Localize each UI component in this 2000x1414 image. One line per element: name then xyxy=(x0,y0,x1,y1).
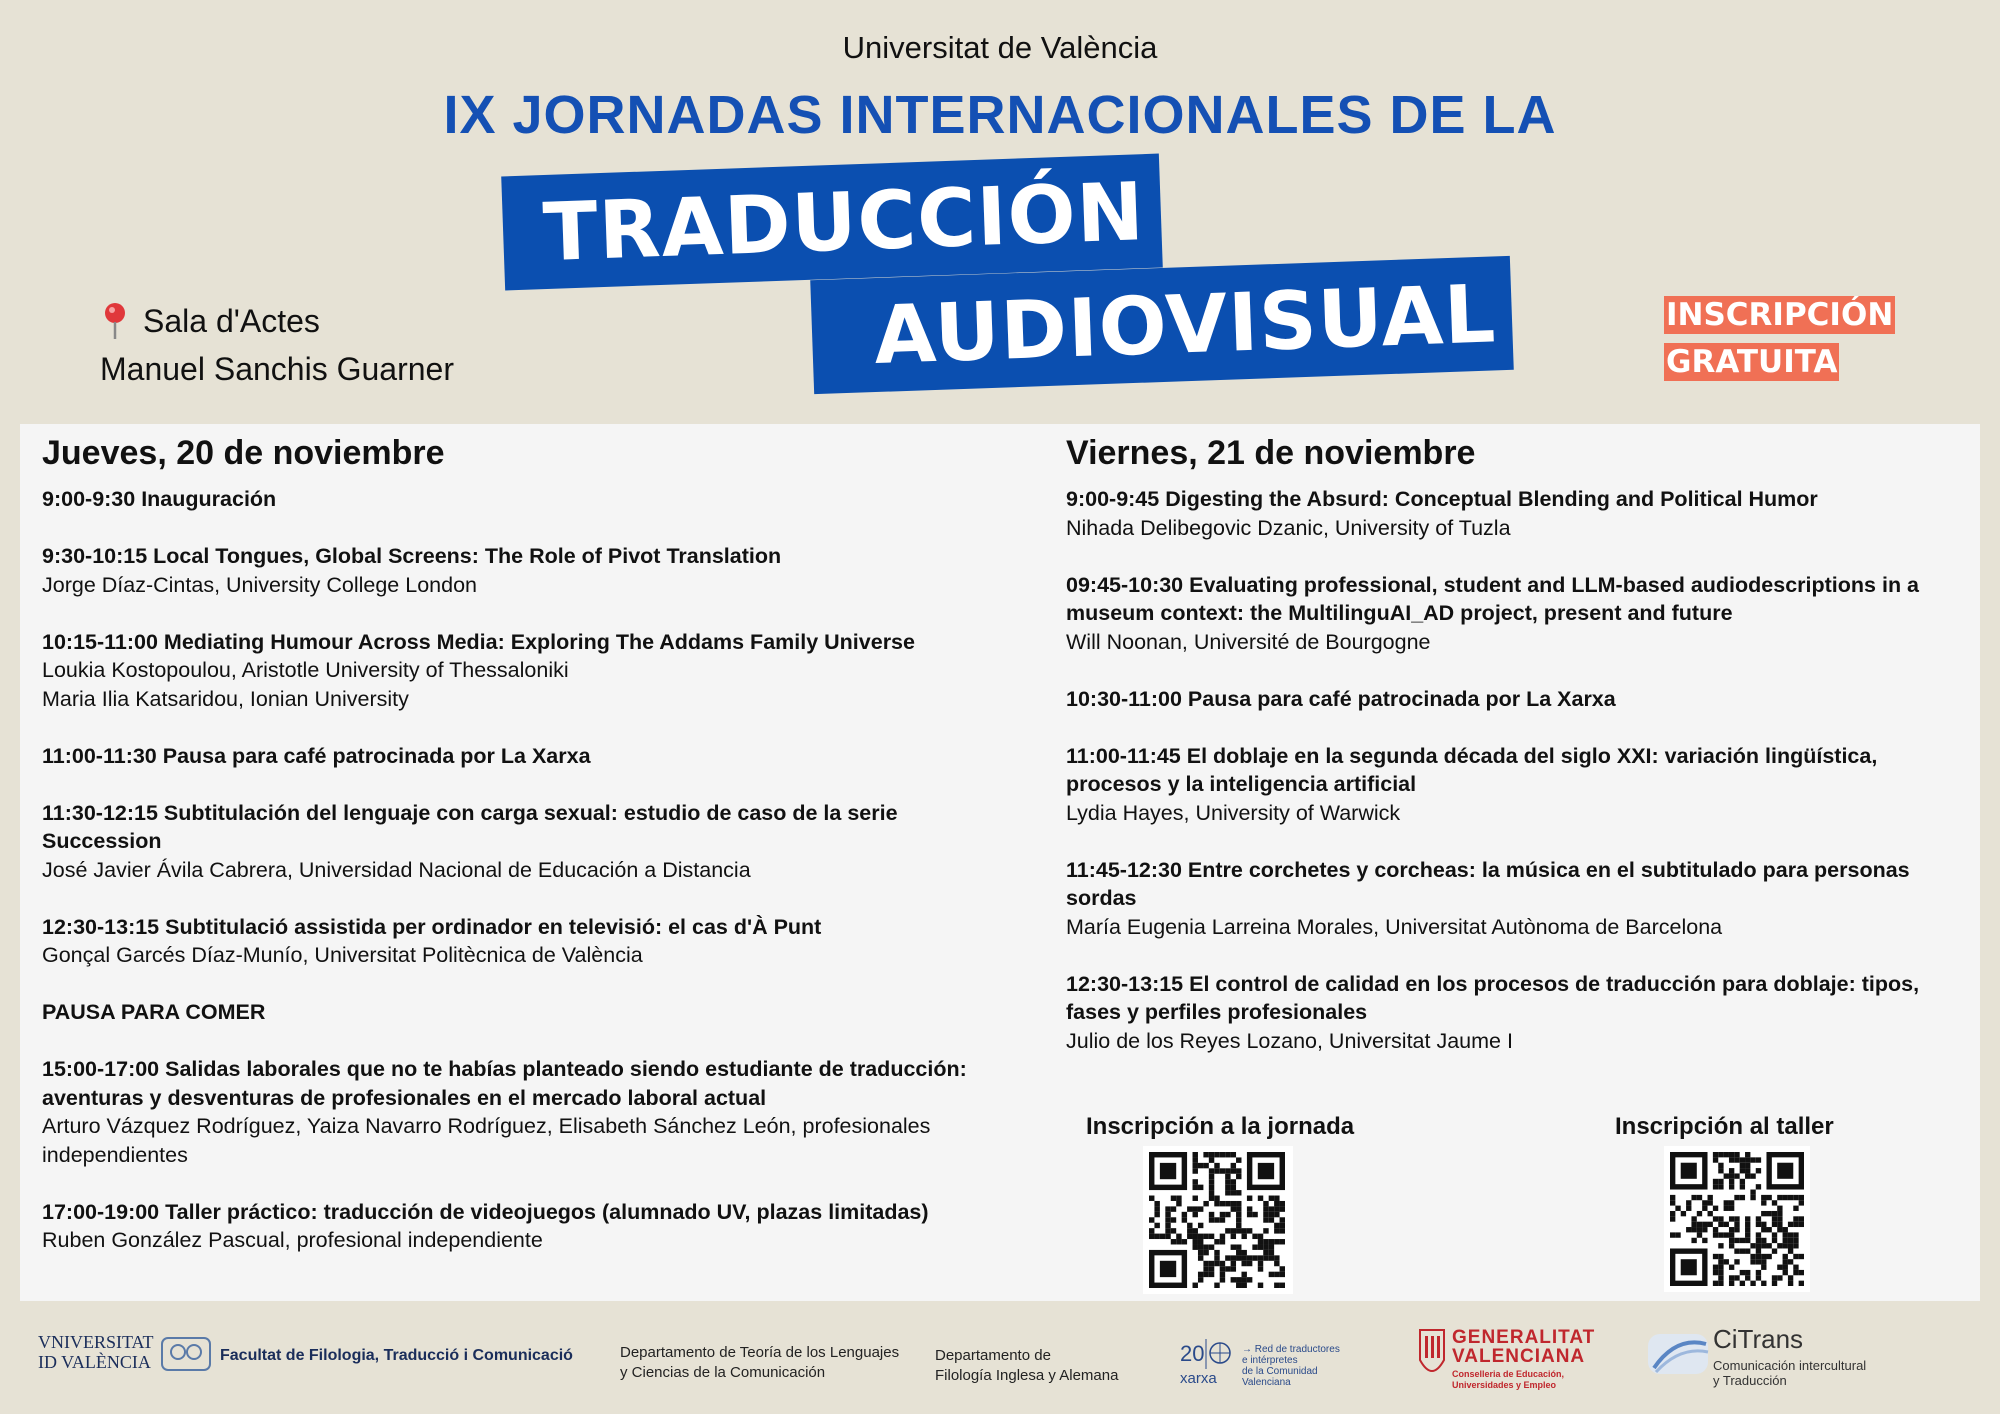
free-badge-line1: INSCRIPCIÓN xyxy=(1666,297,1894,333)
session-speaker: Maria Ilia Katsaridou, Ionian University xyxy=(42,686,409,711)
xarxa-line1: → Red de traductores xyxy=(1242,1344,1340,1355)
session-speaker: Julio de los Reyes Lozano, Universitat Jaume I xyxy=(1066,1028,1513,1053)
gva-sub2: Universidades y Empleo xyxy=(1452,1380,1557,1390)
venue-room: Sala d'Actes xyxy=(143,303,320,339)
session-speaker: Arturo Vázquez Rodríguez, Yaiza Navarro Rodríguez, Elisabeth Sánchez León, profesionales independientes xyxy=(42,1114,931,1167)
session-speaker: Will Noonan, Université de Bourgogne xyxy=(1066,629,1431,654)
citrans-logo-icon xyxy=(1646,1328,1714,1378)
session-item xyxy=(1066,856,1976,942)
xarxa-logo-icon xyxy=(1178,1335,1234,1387)
event-title: IX JORNADAS INTERNACIONALES DE LA xyxy=(443,85,1557,145)
uv-logo-line2: ID VALÈNCIA xyxy=(38,1352,151,1372)
session-speaker: Loukia Kostopoulou, Aristotle University of Thessaloniki xyxy=(42,658,569,682)
session-title: 11:00-11:45 El doblaje en la segunda década del siglo XXI: variación lingüística, procesos y la inteligencia artificial xyxy=(1066,743,1878,796)
session-title: 17:00-19:00 Taller práctico: traducción de videojuegos (alumnado UV, plazas limitadas) xyxy=(42,1199,929,1224)
xarxa-line3: de la Comunidad xyxy=(1242,1366,1318,1377)
session-title: 11:45-12:30 Entre corchetes y corcheas: la música en el subtitulado para personas sordas xyxy=(1066,857,1910,910)
session-title: 11:00-11:30 Pausa para café patrocinada por La Xarxa xyxy=(42,743,591,768)
qr-code-jornada[interactable] xyxy=(1143,1146,1293,1294)
xarxa-line4: Valenciana xyxy=(1242,1377,1291,1388)
gva-sub1: Conselleria de Educación, xyxy=(1452,1369,1565,1379)
day2-title: Viernes, 21 de noviembre xyxy=(1066,434,1476,472)
session-title: 12:30-13:15 Subtitulació assistida per ordinador en televisió: el cas d'À Punt xyxy=(42,914,822,939)
dept2-line1: Departamento de xyxy=(935,1347,1051,1364)
logo-universitat-valencia xyxy=(38,1332,158,1372)
gva-line1: GENERALITAT xyxy=(1452,1327,1596,1348)
session-item xyxy=(42,742,1022,771)
session-title: 9:30-10:15 Local Tongues, Global Screens: The Role of Pivot Translation xyxy=(42,544,782,568)
svg-text:20: 20 xyxy=(1180,1341,1205,1366)
session-title: 10:15-11:00 Mediating Humour Across Media: Exploring The Addams Family Universe xyxy=(42,629,915,654)
session-item xyxy=(42,998,1022,1027)
session-title: 15:00-17:00 Salidas laborales que no te habías planteado siendo estudiante de traducción: aventuras y desventuras de profesionales en el mercado laboral actual xyxy=(42,1057,967,1110)
session-speaker: Nihada Delibegovic Dzanic, University of Tuzla xyxy=(1066,515,1511,540)
session-title: 09:45-10:30 Evaluating professional, student and LLM-based audiodescriptions in a museum context: the MultilinguAI_AD project, present and future xyxy=(1066,572,1920,625)
generalitat-crest-icon xyxy=(1416,1326,1448,1384)
uv-logo-line1: VNIVERSITAT xyxy=(38,1332,154,1352)
session-speaker: Lydia Hayes, University of Warwick xyxy=(1066,800,1401,825)
session-item xyxy=(1066,742,1976,828)
dept1-line1: Departamento de Teoría de los Lenguajes xyxy=(620,1344,900,1361)
citrans-sub2: y Traducción xyxy=(1713,1373,1787,1388)
logo-xarxa-text xyxy=(1242,1344,1340,1388)
qr-code-taller[interactable] xyxy=(1664,1146,1810,1292)
session-title: 12:30-13:15 El control de calidad en los procesos de traducción para doblaje: tipos, fases y perfiles profesionales xyxy=(1066,971,1920,1024)
qr-jornada-label: Inscripción a la jornada xyxy=(1086,1113,1355,1140)
logo-citrans: CiTrans xyxy=(1713,1324,1804,1354)
logo-department-teoria xyxy=(620,1343,899,1383)
xarxa-line2: e intérpretes xyxy=(1242,1355,1298,1366)
logo-generalitat-conselleria xyxy=(1452,1369,1564,1391)
session-speaker: Gonçal Garcés Díaz-Munío, Universitat Politècnica de València xyxy=(42,943,643,967)
logo-department-filologia xyxy=(935,1346,1118,1386)
session-title: 9:00-9:30 Inauguración xyxy=(42,487,277,511)
session-item xyxy=(42,1055,1022,1169)
session-speaker: María Eugenia Larreina Morales, Universitat Autònoma de Barcelona xyxy=(1066,914,1723,939)
session-item xyxy=(1066,970,1976,1056)
day1-title: Jueves, 20 de noviembre xyxy=(42,434,445,472)
session-item xyxy=(1066,571,1976,657)
session-speaker: Ruben González Pascual, profesional independiente xyxy=(42,1228,543,1252)
dept2-line2: Filología Inglesa y Alemana xyxy=(935,1367,1119,1384)
session-title: 9:00-9:45 Digesting the Absurd: Conceptual Blending and Political Humor xyxy=(1066,487,1818,511)
session-speaker: Jorge Díaz-Cintas, University College London xyxy=(42,572,477,597)
svg-text:xarxa: xarxa xyxy=(1180,1370,1217,1387)
logo-citrans-subtitle xyxy=(1713,1358,1866,1388)
session-item xyxy=(42,628,1022,714)
banner-traduccion: TRADUCCIÓN xyxy=(501,154,1163,291)
session-title: PAUSA PARA COMER xyxy=(42,1000,266,1024)
logo-faculty: Facultat de Filologia, Traducció i Comunicació xyxy=(220,1347,573,1364)
citrans-sub1: Comunicación intercultural xyxy=(1713,1358,1867,1373)
venue-name: Manuel Sanchis Guarner xyxy=(100,351,454,387)
banner-audiovisual: AUDIOVISUAL xyxy=(810,256,1514,394)
university-name: Universitat de València xyxy=(842,30,1158,65)
session-item xyxy=(1066,685,1976,714)
gva-line2: VALENCIANA xyxy=(1452,1346,1586,1367)
free-registration-badge xyxy=(1664,292,1895,385)
session-speaker: José Javier Ávila Cabrera, Universidad Nacional de Educación a Distancia xyxy=(42,857,751,882)
day1-sessions xyxy=(42,485,1022,1283)
session-item xyxy=(42,1198,1022,1255)
session-title: 11:30-12:15 Subtitulación del lenguaje con carga sexual: estudio de caso de la serie Succession xyxy=(42,800,898,853)
session-item xyxy=(42,799,1022,885)
session-title: 10:30-11:00 Pausa para café patrocinada por La Xarxa xyxy=(1066,686,1616,711)
logo-generalitat xyxy=(1452,1328,1595,1366)
uv-emblem-icon xyxy=(160,1334,212,1374)
dept1-line2: y Ciencias de la Comunicación xyxy=(620,1364,826,1381)
free-badge-line2: GRATUITA xyxy=(1666,343,1838,380)
day2-sessions xyxy=(1066,485,1976,1084)
location-pin-icon xyxy=(102,302,128,340)
qr-taller-label: Inscripción al taller xyxy=(1615,1113,1834,1140)
session-item xyxy=(42,485,1022,514)
session-item xyxy=(42,913,1022,970)
session-item xyxy=(42,542,1022,599)
session-item xyxy=(1066,485,1976,542)
